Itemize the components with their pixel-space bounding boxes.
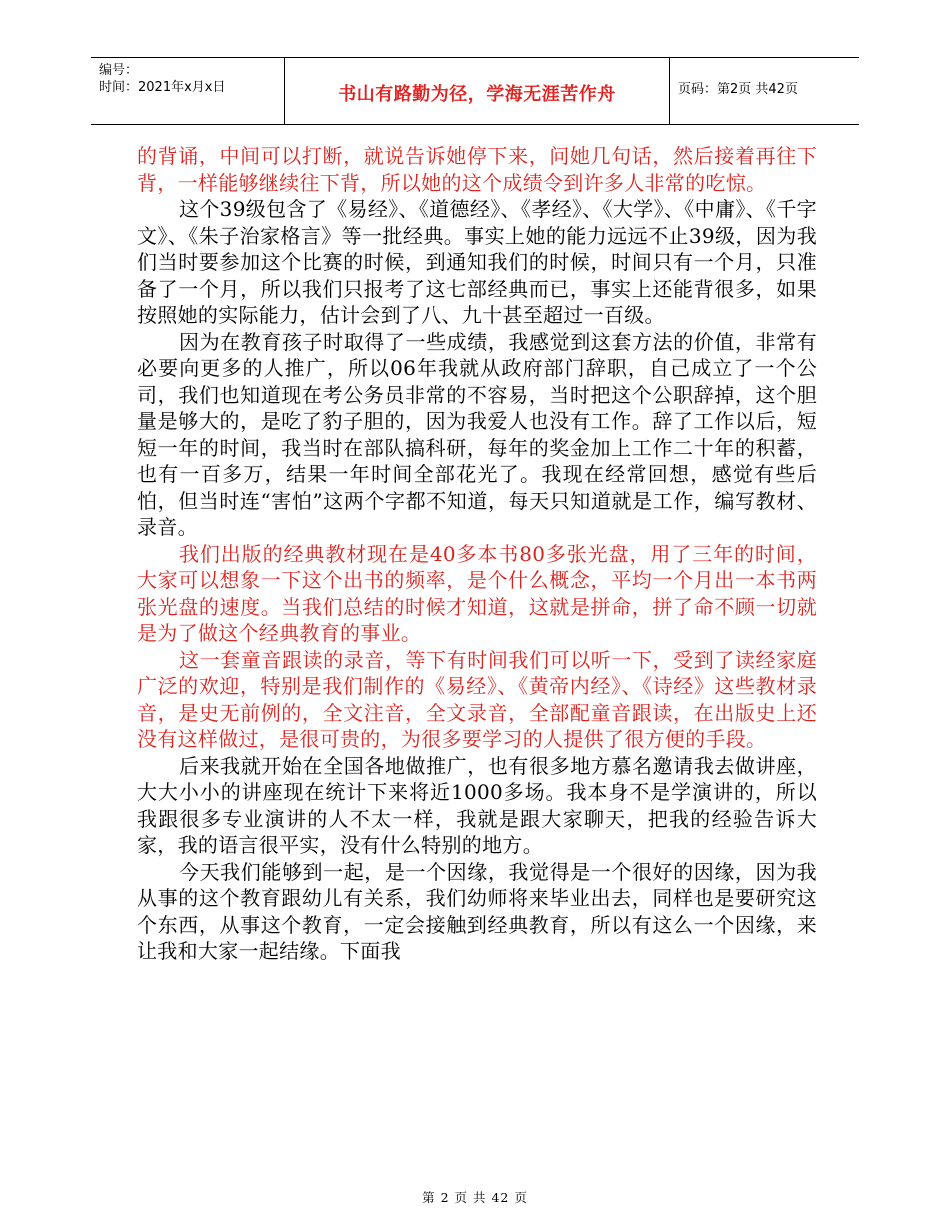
paragraph: 这个39级包含了《易经》、《道德经》、《孝经》、《大学》、《中庸》、《千字文》、《朱子治家格言》等一批经典。事实上她的能力远远不止39级，因为我们当时要参加这个比赛的时候，到通知我们的时候，时间只有一个月，只准备了一个月，所以我们只报考了这七部经典而已，事实上还能背很多，如果按照她的实际能力，估计会到了八、九十甚至超过一百级。 <box>137 197 817 327</box>
doc-number-label: 编号： <box>99 63 139 78</box>
page-header <box>91 57 859 125</box>
header-motto-cell <box>285 58 670 124</box>
header-motto: 书山有路勤为径，学海无涯苦作舟 <box>338 84 616 105</box>
page-footer: 第 2 页 共 42 页 <box>422 1190 528 1205</box>
header-meta-cell <box>91 58 285 124</box>
paragraph: 的背诵，中间可以打断，就说告诉她停下来，问她几句话，然后接着再往下背，一样能够继续往下背，所以她的这个成绩令到许多人非常的吃惊。 <box>137 144 817 195</box>
paragraph: 我们出版的经典教材现在是40多本书80多张光盘，用了三年的时间，大家可以想象一下这个出书的频率，是个什么概念，平均一个月出一本书两张光盘的速度。当我们总结的时候才知道，这就是拼命，拼了命不顾一切就是为了做这个经典教育的事业。 <box>137 541 817 645</box>
document-body <box>137 143 817 965</box>
paragraph: 这一套童音跟读的录音，等下有时间我们可以听一下，受到了读经家庭广泛的欢迎，特别是我们制作的《易经》、《黄帝内经》、《诗经》这些教材录音，是史无前例的，全文注音，全文录音，全部配童音跟读，在出版史上还没有这样做过，是很可贵的，为很多要学习的人提供了很方便的手段。 <box>137 647 817 751</box>
paragraph: 后来我就开始在全国各地做推广，也有很多地方慕名邀请我去做讲座，大大小小的讲座现在统计下来将近1000多场。我本身不是学演讲的，所以我跟很多专业演讲的人不太一样，我就是跟大家聊天，把我的经验告诉大家，我的语言很平实，没有什么特别的地方。 <box>137 753 817 857</box>
doc-time: 时间：2021年x月x日 <box>99 80 226 95</box>
paragraph: 今天我们能够到一起，是一个因缘，我觉得是一个很好的因缘，因为我从事的这个教育跟幼儿有关系，我们幼师将来毕业出去，同样也是要研究这个东西，从事这个教育，一定会接触到经典教育，所以有这么一个因缘，来让我和大家一起结缘。下面我 <box>137 859 817 963</box>
header-page-cell <box>670 58 859 124</box>
header-page-info: 页码：第2页 共42页 <box>678 82 798 97</box>
paragraph: 因为在教育孩子时取得了一些成绩，我感觉到这套方法的价值，非常有必要向更多的人推广，所以06年我就从政府部门辞职，自己成立了一个公司，我们也知道现在考公务员非常的不容易，当时把这个公职辞掉，这个胆量是够大的，是吃了豹子胆的，因为我爱人也没有工作。辞了工作以后，短短一年的时间，我当时在部队搞科研，每年的奖金加上工作二十年的积蓄，也有一百多万，结果一年时间全部花光了。我现在经常回想，感觉有些后怕，但当时连“害怕”这两个字都不知道，每天只知道就是工作，编写教材、录音。 <box>137 329 817 539</box>
